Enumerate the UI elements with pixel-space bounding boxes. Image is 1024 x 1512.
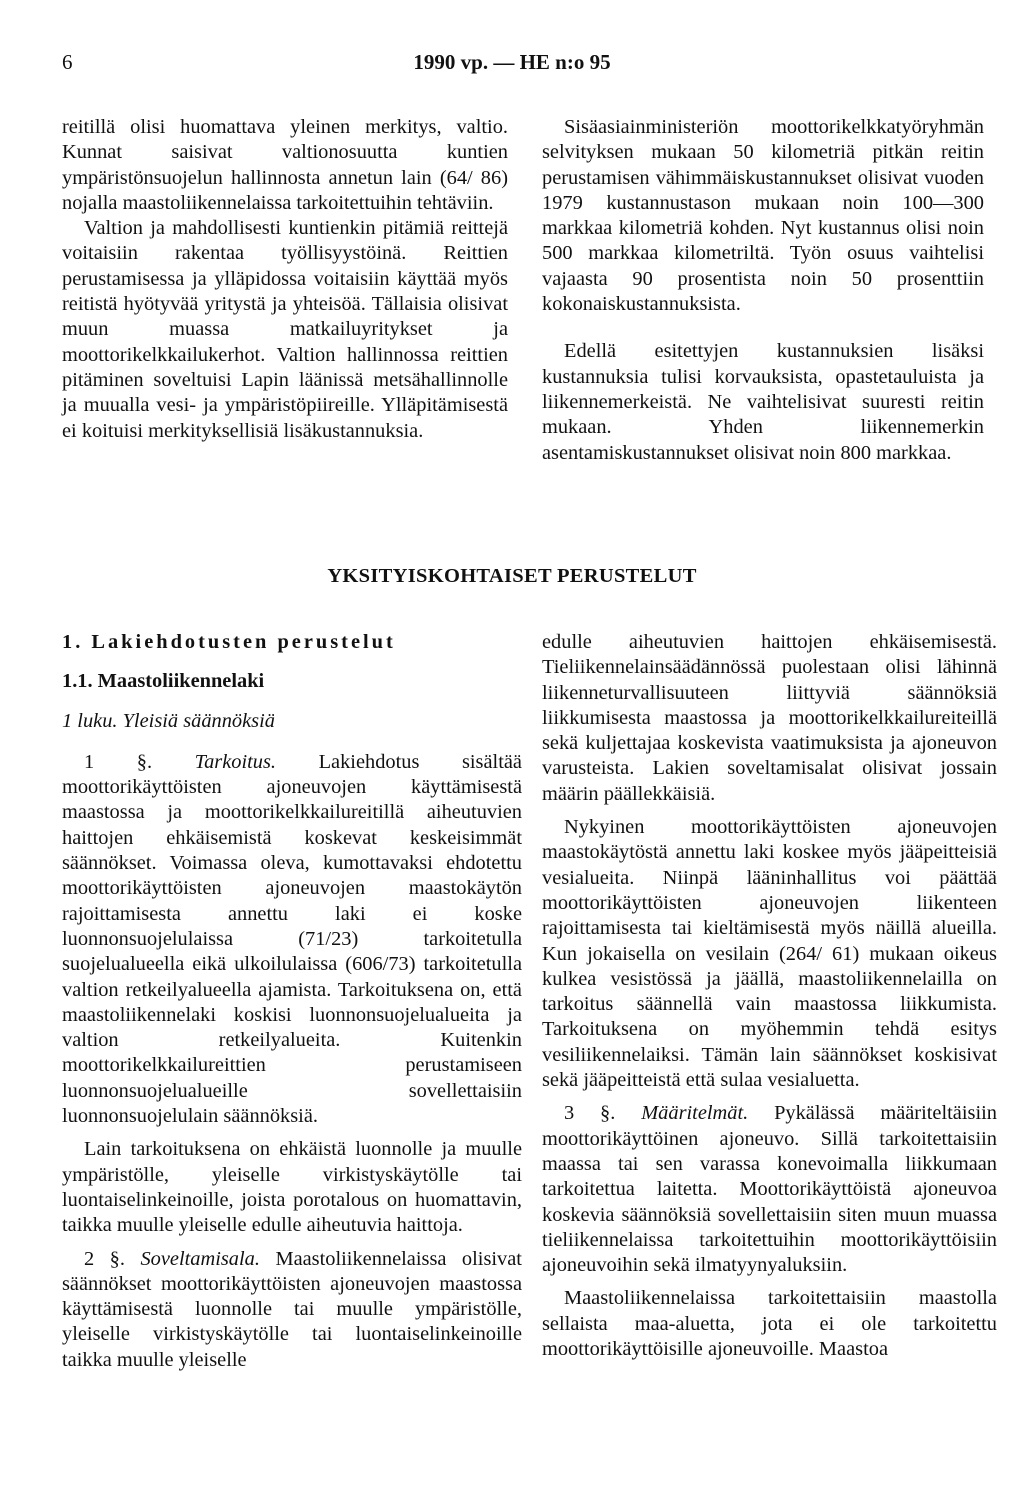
section-title-italic: Soveltamisala. bbox=[140, 1247, 260, 1270]
section-text: Pykälässä määriteltäisiin moottorikäyttöinen ajoneuvo. Sillä tarkoitettaisiin maassa tai sen varassa konevoimalla liikkumaan tarkoitettua laitetta. Moottorikäyttöistä ajoneuvoa koskevia säännöksiä sovellettaisiin siten muun muassa tieliikennelaissa tarkoitettuihin moottorikäyttöisiin ajoneuvoihin sekä ilmatyynyaluksiin. bbox=[542, 1102, 997, 1277]
bottom-right-column bbox=[542, 630, 997, 1362]
section-number: 3 §. bbox=[564, 1102, 616, 1125]
section-title-italic: Tarkoitus. bbox=[194, 750, 277, 773]
running-head: 1990 vp. — HE n:o 95 bbox=[413, 50, 611, 74]
top-left-column bbox=[62, 115, 508, 444]
heading-level-2: 1.1. Maastoliikennelaki bbox=[62, 670, 265, 693]
section-number: 2 §. bbox=[84, 1247, 125, 1270]
heading-level-1: 1. Lakiehdotusten perustelut bbox=[62, 631, 396, 653]
heading-level-3: 1 luku. Yleisiä säännöksiä bbox=[62, 709, 275, 732]
section-number: 1 §. bbox=[84, 750, 153, 773]
paragraph: Nykyinen moottorikäyttöisten ajoneuvojen maastokäytöstä annettu laki koskee myös jääpeitteisiä vesialueita. Niinpä lääninhallitus voi päättää moottorikäyttöisten ajoneuvojen liikenteen rajoittamisesta tai kieltämisestä myös näillä alueilla. Kun jokaisella on vesilain (264/ 61) mukaan oikeus kulkea vesistössä ja jäällä, maastoliikennelailla on tarkoitus säännellä vain maastossa liikkumista. Tarkoituksena on myöhemmin tehdä esitys vesiliikennelaiksi. Tämän lain säännökset koskisivat sekä jääpeitteistä että sulaa vesialuetta. bbox=[542, 816, 997, 1092]
top-right-column bbox=[542, 115, 984, 466]
paragraph: Maastoliikennelaissa tarkoitettaisiin maastolla sellaista maa-aluetta, jota ei ole tarkoitettu moottorikäyttöisille ajoneuvoille. Maastoa bbox=[542, 1287, 997, 1361]
bottom-left-column bbox=[62, 630, 522, 1373]
section-text: Maastoliikennelaissa olisivat säännökset moottorikäyttöisten ajoneuvojen maastossa käyttämisestä luonnolle tai muulle ympäristölle, yleiselle virkistyskäytölle tai luontaiselinkeinoille taikka muulle yleiselle bbox=[62, 1247, 522, 1371]
section-title: YKSITYISKOHTAISET PERUSTELUT bbox=[327, 565, 697, 587]
paragraph-section-2 bbox=[62, 1247, 522, 1373]
section-text: Lakiehdotus sisältää moottorikäyttöisten ajoneuvojen käyttämisestä maastossa ja moottorikelkkailureitillä aiheutuvien haittojen ehkäisemistä koskevat keskeisimmät säännökset. Voimassa oleva, kumottavaksi ehdotettu moottorikäyttöisten ajoneuvojen maastokäytön rajoittamisesta annettu laki ei koske luonnonsuojelulaissa (71/23) tarkoitetulla suojelualueella eikä ulkoilulaissa (606/73) tarkoitetulla valtion retkeilyalueella ajamista. Tarkoituksena on, että maastoliikennelaki koskisi luonnonsuojelualueita ja valtion retkeilyalueita. Kuitenkin moottorikelkkailureittien perustamiseen luonnonsuojelualueille sovellettaisiin luonnonsuojelulain säännöksiä. bbox=[62, 750, 522, 1128]
page-number: 6 bbox=[62, 50, 73, 74]
page-header bbox=[62, 50, 962, 80]
paragraph: Valtion ja mahdollisesti kuntienkin pitämiä reittejä voitaisiin rakentaa työllisyystöinä. Reittien perustamisessa ja ylläpidossa voitaisiin käyttää myös reitistä hyötyvää yritystä ja yhteisöä. Tällaisia olisivat muun muassa matkailuyritykset ja moottorikelkkailukerhot. Valtion hallinnossa reittien pitäminen soveltuisi Lapin läänissä metsähallinnolle ja muualla vesi- ja ympäristöpiireille. Ylläpitämisestä ei koituisi merkityksellisiä lisäkustannuksia. bbox=[62, 217, 508, 442]
section-title-italic: Määritelmät. bbox=[641, 1102, 749, 1125]
paragraph: edulle aiheutuvien haittojen ehkäisemisestä. Tieliikennelainsäädännössä puolestaan olisi lähinnä liikenneturvallisuuteen liittyviä säännöksiä liikkumisesta maastossa ja moottorikelkkailureiteillä sekä kuljettajaa koskevista vaatimuksista ja ajoneuvon varusteista. Lakien soveltamisalat olisivat jossain määrin päällekkäisiä. bbox=[542, 631, 997, 805]
paragraph: reitillä olisi huomattava yleinen merkitys, valtio. Kunnat saisivat valtionosuutta kuntien ympäristönsuojelun hallinnosta annetun lain (64/ 86) nojalla maastoliikennelaissa tarkoitettuihin tehtäviin. bbox=[62, 116, 508, 214]
paragraph: Sisäasiainministeriön moottorikelkkatyöryhmän selvityksen mukaan 50 kilometriä pitkän reitin perustamisen vähimmäiskustannukset olisivat vuoden 1979 kustannustason mukaan noin 100—300 markkaa kilometriä kohden. Nyt kustannus olisi noin 500 markkaa kilometriltä. Työn osuus vaihtelisi vajaasta 90 prosentista noin 50 prosenttiin kokonaiskustannuksista. bbox=[542, 116, 984, 316]
paragraph-section-3 bbox=[542, 1101, 997, 1278]
paragraph: Lain tarkoituksena on ehkäistä luonnolle ja muulle ympäristölle, yleiselle virkistyskäytölle tai luontaiselinkeinoille, joista porotalous on huomattavin, taikka muulle yleiselle edulle aiheutuvia haittoja. bbox=[62, 1138, 522, 1237]
paragraph-section-1 bbox=[62, 750, 522, 1129]
paragraph: Edellä esitettyjen kustannuksien lisäksi kustannuksia tulisi korvauksista, opastetauluista ja liikennemerkeistä. Ne vaihtelisivat suuresti reitin mukaan. Yhden liikennemerkin asentamiskustannukset olisivat noin 800 markkaa. bbox=[542, 340, 984, 464]
